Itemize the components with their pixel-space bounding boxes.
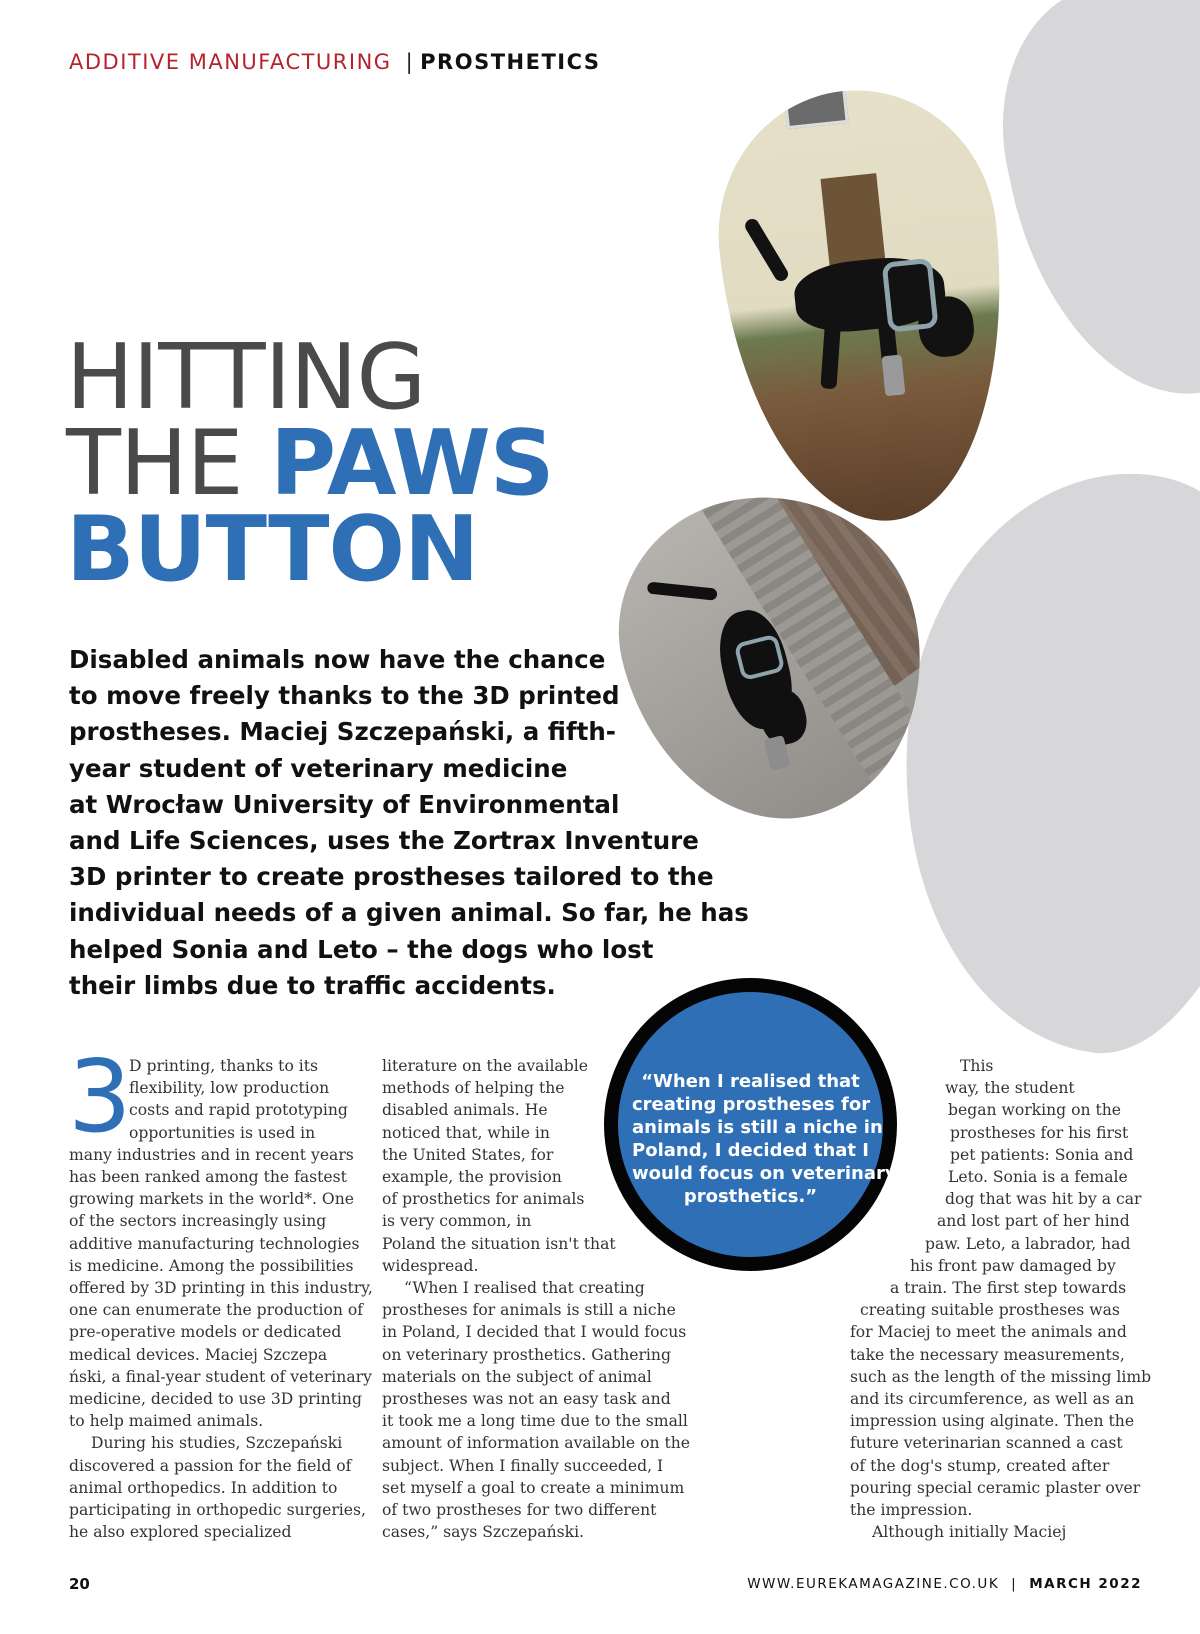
standfirst-line: helped Sonia and Leto – the dogs who lost	[69, 934, 654, 964]
pull-quote-line: animals is still a niche in	[632, 1117, 883, 1138]
body-line: on veterinary prosthetics. Gathering	[382, 1345, 671, 1364]
body-line: During his studies, Szczepański	[91, 1434, 343, 1453]
body-line: of two prostheses for two different	[382, 1501, 657, 1520]
pull-quote-line: prosthetics.”	[683, 1186, 818, 1207]
body-line: animal orthopedics. In addition to	[69, 1478, 338, 1497]
body-line: many industries and in recent years	[69, 1145, 354, 1164]
body-line: the impression.	[850, 1501, 973, 1520]
body-line: pet patients: Sonia and	[950, 1145, 1134, 1164]
pull-quote-line: would focus on veterinary	[632, 1163, 897, 1184]
pull-quote-line: “When I realised that	[641, 1071, 860, 1092]
body-line: subject. When I finally succeeded, I	[382, 1456, 664, 1475]
pull-quote	[632, 1070, 897, 1208]
body-line: This	[960, 1057, 994, 1075]
standfirst-line: at Wrocław University of Environmental	[69, 789, 620, 819]
section-divider: |	[405, 50, 415, 74]
section-label-primary: ADDITIVE MANUFACTURING	[69, 50, 392, 74]
section-header	[69, 50, 601, 74]
body-line: Although initially Maciej	[872, 1523, 1067, 1542]
body-line: his front paw damaged by	[910, 1256, 1116, 1275]
body-line: way, the student	[945, 1079, 1075, 1098]
body-line: set myself a goal to create a minimum	[382, 1478, 685, 1497]
body-line: future veterinarian scanned a cast	[850, 1434, 1123, 1453]
body-line: medicine, decided to use 3D printing	[69, 1390, 362, 1409]
footer-separator: |	[1011, 1576, 1018, 1592]
title-line-1: HITTING	[66, 325, 426, 430]
body-line: impression using alginate. Then the	[850, 1412, 1135, 1431]
body-line: paw. Leto, a labrador, had	[925, 1234, 1131, 1253]
body-line: example, the provision	[382, 1168, 562, 1187]
pull-quote-line: Poland, I decided that I	[632, 1140, 869, 1161]
body-line: has been ranked among the fastest	[69, 1168, 347, 1187]
title-line-2-blue: PAWS	[270, 411, 554, 516]
body-line: offered by 3D printing in this industry,	[69, 1279, 373, 1298]
body-line: materials on the subject of animal	[382, 1367, 652, 1386]
body-line: Poland the situation isn't that	[382, 1234, 616, 1253]
footer-info	[747, 1576, 1142, 1592]
body-line: participating in orthopedic surgeries,	[69, 1501, 366, 1520]
body-line: pre-operative models or dedicated	[69, 1323, 342, 1342]
article-title	[66, 325, 554, 602]
title-line-2	[66, 411, 554, 516]
body-line: amount of information available on the	[382, 1434, 691, 1453]
body-line: for Maciej to meet the animals and	[850, 1323, 1127, 1342]
section-label-secondary: PROSTHETICS	[420, 50, 601, 74]
standfirst-line: individual needs of a given animal. So far, he has	[69, 898, 749, 928]
body-line: literature on the available	[382, 1057, 588, 1075]
body-line: pouring special ceramic plaster over	[850, 1478, 1141, 1497]
body-line: D printing, thanks to its	[129, 1057, 319, 1075]
title-line-3: BUTTON	[66, 497, 479, 602]
body-line: methods of helping the	[382, 1079, 565, 1098]
standfirst	[69, 642, 749, 1004]
body-line: noticed that, while in	[382, 1123, 550, 1142]
standfirst-line: and Life Sciences, uses the Zortrax Inventure	[69, 826, 699, 856]
body-line: prostheses for animals is still a niche	[382, 1301, 676, 1320]
pull-quote-line: creating prostheses for	[632, 1094, 871, 1115]
body-line: costs and rapid prototyping	[129, 1101, 348, 1120]
footer-issue-date: MARCH 2022	[1029, 1576, 1142, 1592]
prosthesis-shape	[881, 354, 905, 396]
standfirst-line: to move freely thanks to the 3D printed	[69, 681, 620, 711]
title-line-2-dark: THE	[66, 411, 243, 516]
body-column-1	[69, 1055, 373, 1543]
body-line: the United States, for	[382, 1145, 554, 1164]
body-line: in Poland, I decided that I would focus	[382, 1323, 687, 1342]
body-line: he also explored specialized	[69, 1523, 292, 1542]
body-line: additive manufacturing technologies	[69, 1234, 360, 1253]
body-line: cases,” says Szczepański.	[382, 1523, 585, 1542]
body-line: one can enumerate the production of	[69, 1301, 364, 1320]
body-line: such as the length of the missing limb	[850, 1367, 1152, 1386]
body-line: prostheses was not an easy task and	[382, 1390, 671, 1409]
body-line: growing markets in the world*. One	[69, 1190, 354, 1209]
body-line: to help maimed animals.	[69, 1412, 264, 1431]
body-line: is very common, in	[382, 1212, 532, 1231]
body-line: take the necessary measurements,	[850, 1345, 1125, 1364]
body-line: flexibility, low production	[129, 1079, 330, 1098]
body-line: and lost part of her hind	[937, 1212, 1130, 1231]
harness-shape	[882, 258, 939, 333]
standfirst-line: their limbs due to traffic accidents.	[69, 970, 556, 1000]
body-line: “When I realised that creating	[404, 1279, 645, 1298]
body-line: of prosthetics for animals	[382, 1190, 585, 1209]
body-line: medical devices. Maciej Szczepa	[69, 1345, 328, 1364]
footer-website: WWW.EUREKAMAGAZINE.CO.UK	[747, 1576, 1000, 1592]
standfirst-line: 3D printer to create prostheses tailored to the	[69, 862, 714, 892]
body-line: prostheses for his first	[950, 1123, 1129, 1142]
door-shape	[820, 173, 885, 270]
window-shape	[783, 81, 849, 129]
body-line: it took me a long time due to the small	[382, 1412, 688, 1431]
standfirst-line: Disabled animals now have the chance	[69, 645, 606, 674]
body-line: Leto. Sonia is a female	[948, 1168, 1128, 1187]
dog-tail-shape	[743, 216, 791, 283]
body-line: dog that was hit by a car	[945, 1190, 1142, 1209]
paw-pad-shape-top	[974, 0, 1200, 422]
body-line: widespread.	[382, 1256, 479, 1275]
body-line: a train. The first step towards	[890, 1279, 1127, 1298]
body-line: and its circumference, as well as an	[850, 1390, 1135, 1409]
drop-cap: 3	[68, 1038, 132, 1155]
body-line: discovered a passion for the field of	[69, 1456, 352, 1475]
standfirst-line: year student of veterinary medicine	[69, 753, 568, 783]
dog-tail-shape	[647, 581, 718, 600]
body-line: of the dog's stump, created after	[850, 1456, 1110, 1475]
body-column-3	[850, 1055, 1150, 1543]
body-line: of the sectors increasingly using	[69, 1212, 327, 1231]
photo-dog-by-building	[704, 77, 1026, 536]
body-line: opportunities is used in	[129, 1123, 316, 1142]
dog-leg-shape	[820, 318, 841, 389]
body-line: is medicine. Among the possibilities	[69, 1256, 354, 1275]
body-line: disabled animals. He	[382, 1101, 548, 1120]
body-line: ński, a final-year student of veterinary	[69, 1367, 372, 1386]
body-line: creating suitable prostheses was	[860, 1301, 1120, 1320]
standfirst-line: prostheses. Maciej Szczepański, a fifth-	[69, 717, 616, 747]
page-number: 20	[69, 1575, 90, 1593]
body-line: began working on the	[948, 1101, 1122, 1120]
